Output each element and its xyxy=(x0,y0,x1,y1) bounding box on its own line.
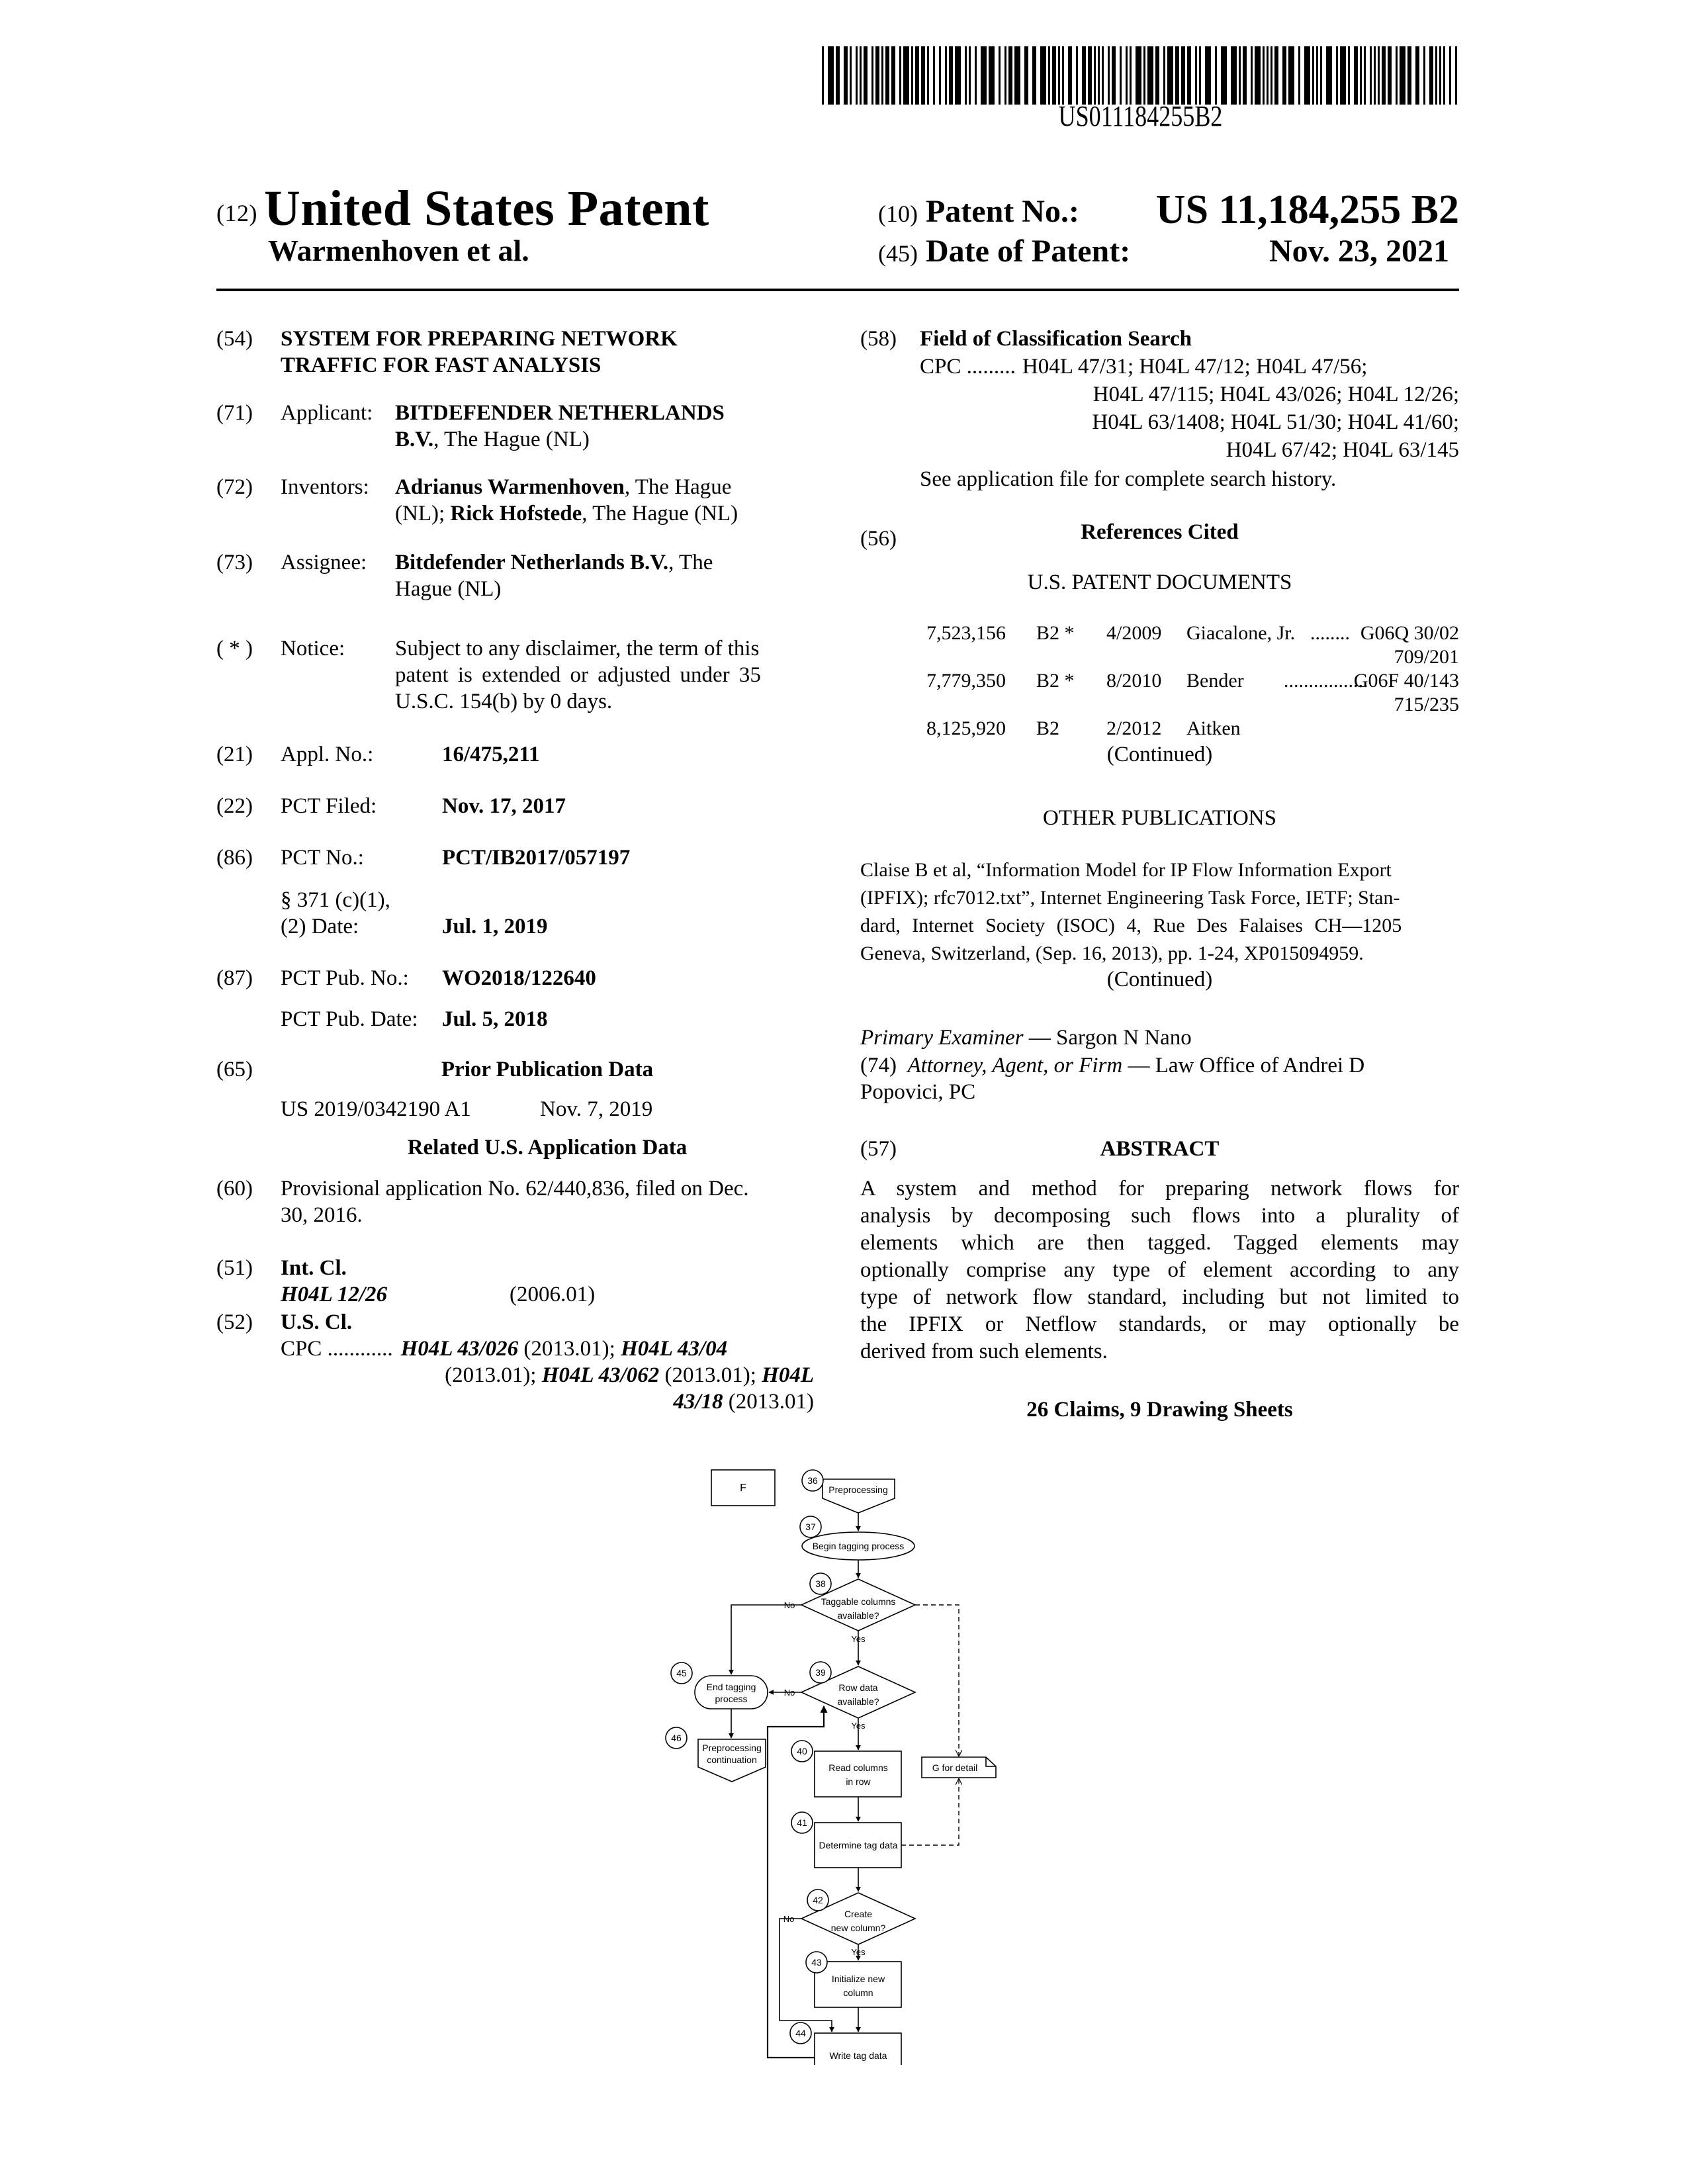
barcode-bar xyxy=(881,46,883,105)
inid-code: (65) xyxy=(216,1058,253,1081)
edge-label-no: No xyxy=(783,1600,795,1610)
inventor-location: , The Hague (NL) xyxy=(582,502,738,525)
barcode-bar xyxy=(1288,46,1294,105)
inventors-label: Inventors: xyxy=(281,475,369,499)
node-44-text: Write tag data xyxy=(829,2050,887,2061)
document-title xyxy=(216,180,709,238)
cpc-class: H04L 43/062 xyxy=(541,1363,660,1387)
barcode-bar xyxy=(911,46,913,105)
leader-dots: ......... xyxy=(966,355,1016,379)
inid-code: (57) xyxy=(860,1137,897,1161)
barcode-bar xyxy=(1320,46,1322,105)
inid-code: (72) xyxy=(216,475,253,499)
barcode-bar xyxy=(1304,46,1310,105)
barcode-bar xyxy=(1221,46,1227,105)
cpc-version: (2013.01); xyxy=(445,1363,537,1387)
barcode-bar xyxy=(1348,46,1350,105)
sec371-label: § 371 (c)(1), xyxy=(281,888,390,912)
ref-classification: G06Q 30/02 xyxy=(1360,622,1459,644)
barcode-bar xyxy=(871,46,873,105)
inid-code: (74) xyxy=(860,1054,897,1077)
barcode-bar xyxy=(1312,46,1314,105)
edge-label-no: No xyxy=(783,1688,795,1698)
int-cl-class: H04L 12/26 xyxy=(281,1283,388,1306)
ref-40: 40 xyxy=(797,1746,807,1756)
barcode-bar xyxy=(1163,46,1165,105)
ref-patent-number: 7,523,156 xyxy=(926,622,1006,644)
barcode-bar xyxy=(1415,46,1419,105)
node-40-shape xyxy=(815,1751,901,1797)
examiner-label: Primary Examiner xyxy=(860,1026,1024,1050)
int-cl-version: (2006.01) xyxy=(510,1283,596,1306)
barcode-bar xyxy=(1004,46,1006,105)
barcode-bar xyxy=(1126,46,1128,105)
invention-title-line1: SYSTEM FOR PREPARING NETWORK xyxy=(281,327,678,351)
field-search-note: See application file for complete search history. xyxy=(920,467,1337,491)
barcode-bar xyxy=(1267,46,1269,105)
inid-code: (21) xyxy=(216,743,253,766)
barcode-bar xyxy=(1175,46,1179,105)
barcode-bar xyxy=(1423,46,1425,105)
barcode-bar xyxy=(1439,46,1441,105)
barcode-bar xyxy=(1400,46,1405,105)
barcode-bar xyxy=(1147,46,1153,105)
barcode-bar xyxy=(860,46,862,105)
inventor-location: , The Hague xyxy=(624,475,732,499)
barcode-bar xyxy=(1396,46,1398,105)
abstract-line: elements which are then tagged. Tagged elements may xyxy=(860,1231,1459,1255)
cpc-version: (2013.01); xyxy=(664,1363,756,1387)
barcode-bar xyxy=(1024,46,1028,105)
inventor-location: (NL); xyxy=(395,502,451,525)
barcode-bar xyxy=(1370,46,1372,105)
barcode-bar xyxy=(915,46,919,105)
label-text: Date of Patent: xyxy=(925,234,1131,269)
applicant-location: , The Hague (NL) xyxy=(433,428,590,451)
ref-kind-code: B2 * xyxy=(1036,670,1075,692)
patent-no-value: US 11,184,255 B2 xyxy=(1155,187,1459,232)
inventor-name: Adrianus Warmenhoven xyxy=(395,475,625,499)
barcode-bar xyxy=(1274,46,1278,105)
barcode-bar xyxy=(1187,46,1191,105)
node-38-text2: available? xyxy=(837,1610,879,1621)
node-40-text2: in row xyxy=(846,1776,871,1787)
barcode-bar xyxy=(899,46,901,105)
other-pub-line: (IPFIX); rfc7012.txt”, Internet Engineering Task Force, IETF; Stan- xyxy=(860,887,1400,909)
date-of-patent-value: Nov. 23, 2021 xyxy=(1269,234,1449,269)
applicant-suffix: B.V. xyxy=(395,428,434,451)
barcode-bar xyxy=(969,46,971,105)
barcode-bar xyxy=(1181,46,1185,105)
node-45-text1: End tagging xyxy=(706,1682,756,1692)
inid-code: (58) xyxy=(860,327,897,351)
barcode-bar xyxy=(844,46,848,105)
barcode-bar xyxy=(955,46,961,105)
leader-dots: ........ xyxy=(1310,622,1350,644)
node-43-text2: column xyxy=(843,1987,873,1998)
applicant-name: BITDEFENDER NETHERLANDS xyxy=(395,401,725,425)
barcode-bar xyxy=(1032,46,1036,105)
barcode-bar xyxy=(1102,46,1104,105)
header-divider xyxy=(216,289,1459,291)
barcode-bar xyxy=(981,46,987,105)
barcode-bar xyxy=(1326,46,1332,105)
ref-36: 36 xyxy=(807,1475,818,1486)
barcode-bar xyxy=(1195,46,1197,105)
node-39-text1: Row data xyxy=(838,1682,878,1693)
ref-44: 44 xyxy=(795,2028,806,2038)
node-46-text2: continuation xyxy=(707,1754,757,1765)
abstract-line: analysis by decomposing such flows into a plurality of xyxy=(860,1204,1459,1228)
cpc-version: (2013.01) xyxy=(728,1390,814,1414)
leader-dots: ............ xyxy=(327,1337,393,1361)
barcode-bar xyxy=(933,46,935,105)
barcode-bar xyxy=(1354,46,1358,105)
inid-code: ( * ) xyxy=(216,637,253,660)
barcode-bar xyxy=(939,46,941,105)
barcode-bar xyxy=(828,46,834,105)
applicant-name-cont xyxy=(395,426,590,453)
pct-filed-label: PCT Filed: xyxy=(281,794,377,818)
node-41-text: Determine tag data xyxy=(819,1840,898,1850)
node-42-text2: new column? xyxy=(830,1923,886,1933)
inid-code: (71) xyxy=(216,401,253,425)
cpc-class: H04L 43/04 xyxy=(621,1337,728,1361)
field-search-line1 xyxy=(920,353,1367,381)
barcode-bar xyxy=(1435,46,1437,105)
pct-pub-date-label: PCT Pub. Date: xyxy=(281,1007,418,1031)
barcode-bar xyxy=(1155,46,1159,105)
barcode-bar xyxy=(1199,46,1201,105)
barcode-bar xyxy=(864,46,868,105)
barcode-bar xyxy=(1062,46,1064,105)
inventor-2 xyxy=(395,500,738,527)
barcode-bar xyxy=(1243,46,1247,105)
barcode-bar xyxy=(822,46,824,105)
barcode-bar xyxy=(1382,46,1386,105)
inid-code: (10) xyxy=(878,201,918,227)
barcode-bar xyxy=(1374,46,1376,105)
barcode-bar xyxy=(1130,46,1132,105)
barcode-bar xyxy=(1378,46,1380,105)
ref-46: 46 xyxy=(671,1733,682,1743)
barcode-bar xyxy=(1429,46,1433,105)
abstract-heading: ABSTRACT xyxy=(1100,1137,1220,1161)
node-45-text2: process xyxy=(715,1694,748,1704)
field-search-line2: H04L 47/115; H04L 43/026; H04L 12/26; xyxy=(1092,383,1459,406)
barcode-bar xyxy=(1112,46,1116,105)
notice-label: Notice: xyxy=(281,637,345,660)
barcode-bar xyxy=(1449,46,1451,105)
us-cl-label: U.S. Cl. xyxy=(281,1310,353,1334)
dash: — xyxy=(1122,1054,1155,1077)
abstract-line: the IPFIX or Netflow standards, or may optionally be xyxy=(860,1312,1459,1336)
node-43-text1: Initialize new xyxy=(831,1974,885,1984)
inid-code: (60) xyxy=(216,1177,253,1201)
abstract-line: A system and method for preparing network flows for xyxy=(860,1177,1459,1201)
label-text: Patent No.: xyxy=(925,194,1079,229)
barcode-bar xyxy=(975,46,977,105)
cpc-label: CPC xyxy=(920,355,961,379)
pct-pub-no-value: WO2018/122640 xyxy=(442,966,596,990)
ref-us-classification: 715/235 xyxy=(1394,694,1459,715)
ref-37: 37 xyxy=(805,1522,816,1532)
prior-pub-date: Nov. 7, 2019 xyxy=(540,1097,653,1121)
barcode-bar xyxy=(1231,46,1237,105)
barcode-bar xyxy=(1040,46,1046,105)
assignee-label: Assignee: xyxy=(281,551,367,574)
barcode-bar xyxy=(1120,46,1122,105)
ref-inventor: Giacalone, Jr. xyxy=(1186,622,1296,644)
barcode-bar xyxy=(1298,46,1300,105)
barcode-bar xyxy=(1270,46,1272,105)
ref-39: 39 xyxy=(815,1667,826,1678)
barcode-bar xyxy=(850,46,852,105)
barcode-bar xyxy=(949,46,953,105)
barcode-bar xyxy=(1205,46,1211,105)
attorney-label: Attorney, Agent, or Firm xyxy=(907,1054,1123,1077)
note-text: G for detail xyxy=(932,1762,978,1773)
ref-kind-code: B2 xyxy=(1036,717,1060,739)
other-pub-line: Claise B et al, “Information Model for IP Flow Information Export xyxy=(860,859,1392,881)
barcode-bar xyxy=(875,46,879,105)
us-cl-cpc-line2 xyxy=(445,1362,814,1389)
barcode-bar xyxy=(1340,46,1346,105)
ref-patent-number: 8,125,920 xyxy=(926,717,1006,739)
barcode-bar xyxy=(1167,46,1173,105)
inid-code: (86) xyxy=(216,846,253,870)
figure-label: F xyxy=(740,1482,746,1494)
inventor-short: Warmenhoven et al. xyxy=(268,234,529,267)
sec371-date-label: (2) Date: xyxy=(281,915,359,938)
us-cl-cpc-line1 xyxy=(281,1336,727,1363)
attorney xyxy=(860,1052,1364,1079)
inid-code: (56) xyxy=(860,527,897,551)
ref-41: 41 xyxy=(797,1817,807,1828)
prior-pub-no: US 2019/0342190 A1 xyxy=(281,1097,471,1121)
ref-43: 43 xyxy=(811,1957,822,1968)
barcode-bar xyxy=(1388,46,1392,105)
field-search-line4: H04L 67/42; H04L 63/145 xyxy=(1226,438,1459,462)
invention-title-line2: TRAFFIC FOR FAST ANALYSIS xyxy=(281,353,602,377)
node-42-text1: Create xyxy=(844,1909,873,1919)
barcode-bar xyxy=(1008,46,1012,105)
representative-drawing-flowchart xyxy=(662,1456,1032,2065)
node-36-text: Preprocessing xyxy=(828,1484,888,1495)
notice-line: patent is extended or adjusted under 35 xyxy=(395,663,761,687)
barcode-bar xyxy=(836,46,840,105)
appl-no-value: 16/475,211 xyxy=(442,743,540,766)
other-publications-heading: OTHER PUBLICATIONS xyxy=(1043,806,1276,830)
ref-inventor: Bender xyxy=(1186,670,1244,692)
cpc-class: H04L xyxy=(762,1363,814,1387)
barcode-bar xyxy=(1098,46,1100,105)
related-app-line: Provisional application No. 62/440,836, filed on Dec. xyxy=(281,1177,749,1201)
ref-38: 38 xyxy=(815,1578,826,1589)
inid-code: (22) xyxy=(216,794,253,818)
applicant-label: Applicant: xyxy=(281,401,373,425)
assignee-location-cont: Hague (NL) xyxy=(395,577,502,601)
cpc-class: 43/18 xyxy=(673,1390,723,1414)
field-search-line3: H04L 63/1408; H04L 51/30; H04L 41/60; xyxy=(1092,410,1459,434)
inid-code: (12) xyxy=(216,200,257,226)
pct-pub-no-label: PCT Pub. No.: xyxy=(281,966,409,990)
pct-no-value: PCT/IB2017/057197 xyxy=(442,846,631,870)
ref-us-classification: 709/201 xyxy=(1394,646,1459,668)
primary-examiner xyxy=(860,1024,1192,1052)
cpc-classes: H04L 47/31; H04L 47/12; H04L 47/56; xyxy=(1022,355,1368,379)
other-pub-line: dard, Internet Society (ISOC) 4, Rue Des Falaises CH—1205 xyxy=(860,915,1402,936)
barcode-bar xyxy=(1282,46,1286,105)
claims-summary: 26 Claims, 9 Drawing Sheets xyxy=(1026,1398,1293,1422)
barcode-bar xyxy=(1443,46,1445,105)
ref-date: 8/2010 xyxy=(1106,670,1162,692)
assignee-location: , The xyxy=(668,551,713,574)
barcode-bar xyxy=(1058,46,1060,105)
barcode-bar xyxy=(1108,46,1110,105)
barcode-bar xyxy=(891,46,895,105)
int-cl-label: Int. Cl. xyxy=(281,1256,347,1280)
barcode-bar xyxy=(1068,46,1072,105)
barcode-bar xyxy=(999,46,1001,105)
ref-45: 45 xyxy=(676,1668,687,1678)
barcode-bar xyxy=(1455,46,1457,105)
edge-label-yes: Yes xyxy=(851,1721,866,1731)
attorney-name: Law Office of Andrei D xyxy=(1155,1054,1365,1077)
barcode-bar xyxy=(856,46,858,105)
pct-pub-date-value: Jul. 5, 2018 xyxy=(442,1007,548,1031)
inid-code: (52) xyxy=(216,1310,253,1334)
prior-pub-heading: Prior Publication Data xyxy=(441,1058,654,1081)
barcode-bar xyxy=(1215,46,1217,105)
cpc-version: (2013.01); xyxy=(523,1337,615,1361)
barcode-bar xyxy=(1336,46,1338,105)
date-of-patent-label xyxy=(878,233,1130,269)
patent-no-label xyxy=(878,193,1079,230)
barcode-bar xyxy=(1052,46,1056,105)
barcode-bar xyxy=(1239,46,1241,105)
ref-kind-code: B2 * xyxy=(1036,622,1075,644)
related-app-line: 30, 2016. xyxy=(281,1203,363,1227)
inid-code: (73) xyxy=(216,551,253,574)
barcode xyxy=(822,46,1459,105)
references-heading: References Cited xyxy=(1081,520,1239,544)
notice-line: U.S.C. 154(b) by 0 days. xyxy=(395,690,613,713)
appl-no-label: Appl. No.: xyxy=(281,743,374,766)
edge-label-yes: Yes xyxy=(851,1947,866,1957)
edge-label-yes: Yes xyxy=(851,1634,866,1644)
barcode-bar xyxy=(1360,46,1362,105)
inid-code: (45) xyxy=(878,240,918,267)
node-40-text1: Read columns xyxy=(828,1762,888,1773)
cpc-label: CPC xyxy=(281,1337,322,1361)
barcode-bar xyxy=(927,46,929,105)
sec371-date-value: Jul. 1, 2019 xyxy=(442,915,548,938)
barcode-bar xyxy=(1048,46,1050,105)
barcode-bar xyxy=(945,46,947,105)
field-search-heading: Field of Classification Search xyxy=(920,327,1192,351)
node-39-text2: available? xyxy=(837,1696,879,1707)
inid-code: (54) xyxy=(216,327,253,351)
abstract-line: derived from such elements. xyxy=(860,1340,1108,1363)
barcode-number: US011184255B2 xyxy=(1058,100,1223,132)
ref-inventor: Aitken xyxy=(1186,717,1241,739)
barcode-bar xyxy=(1094,46,1096,105)
barcode-bar xyxy=(1316,46,1318,105)
barcode-bar xyxy=(1255,46,1261,105)
attorney-cont: Popovici, PC xyxy=(860,1080,976,1104)
us-patent-docs-heading: U.S. PATENT DOCUMENTS xyxy=(1027,570,1292,594)
cpc-class: H04L 43/026 xyxy=(400,1337,519,1361)
barcode-bar xyxy=(1082,46,1086,105)
ref-date: 4/2009 xyxy=(1106,622,1162,644)
barcode-bar xyxy=(1076,46,1078,105)
barcode-bar xyxy=(965,46,967,105)
related-app-heading: Related U.S. Application Data xyxy=(407,1136,688,1160)
barcode-bar xyxy=(885,46,889,105)
inid-code: (51) xyxy=(216,1256,253,1280)
barcode-bar xyxy=(921,46,925,105)
ref-42: 42 xyxy=(813,1895,823,1905)
node-46-text1: Preprocessing xyxy=(702,1743,762,1753)
barcode-bar xyxy=(1407,46,1411,105)
barcode-bar xyxy=(1088,46,1092,105)
inventor-name: Rick Hofstede xyxy=(450,502,582,525)
barcode-bar xyxy=(1143,46,1145,105)
ref-date: 2/2012 xyxy=(1106,717,1162,739)
leader-dots: ................. xyxy=(1284,670,1368,692)
edge-label-no: No xyxy=(783,1914,795,1924)
dash: — xyxy=(1023,1026,1057,1050)
assignee-name xyxy=(395,549,713,576)
examiner-name: Sargon N Nano xyxy=(1056,1026,1192,1050)
node-38-text1: Taggable columns xyxy=(821,1596,896,1607)
barcode-bar xyxy=(1364,46,1366,105)
ref-patent-number: 7,779,350 xyxy=(926,670,1006,692)
title-text: United States Patent xyxy=(263,181,709,236)
other-pub-line: Geneva, Switzerland, (Sep. 16, 2013), pp. 1-24, XP015094959. xyxy=(860,942,1364,964)
abstract-line: type of network flow standard, including but not limited to xyxy=(860,1285,1459,1309)
barcode-bar xyxy=(1251,46,1253,105)
node-43-shape xyxy=(815,1962,901,2007)
ref-classification: G06F 40/143 xyxy=(1353,670,1459,692)
barcode-bar xyxy=(1263,46,1265,105)
pct-no-label: PCT No.: xyxy=(281,846,364,870)
other-pub-continued: (Continued) xyxy=(1106,968,1213,991)
inventor-1 xyxy=(395,474,731,501)
inid-code: (87) xyxy=(216,966,253,990)
assignee-company: Bitdefender Netherlands B.V. xyxy=(395,551,669,574)
us-cl-cpc-line3 xyxy=(673,1388,814,1416)
barcode-bar xyxy=(989,46,995,105)
barcode-bar xyxy=(1136,46,1141,105)
pct-filed-value: Nov. 17, 2017 xyxy=(442,794,566,818)
references-continued: (Continued) xyxy=(1106,743,1213,766)
abstract-line: optionally comprise any type of element according to any xyxy=(860,1258,1459,1282)
barcode-bar xyxy=(903,46,909,105)
barcode-bar xyxy=(1014,46,1020,105)
node-37-text: Begin tagging process xyxy=(812,1541,905,1551)
notice-line: Subject to any disclaimer, the term of this xyxy=(395,637,760,660)
